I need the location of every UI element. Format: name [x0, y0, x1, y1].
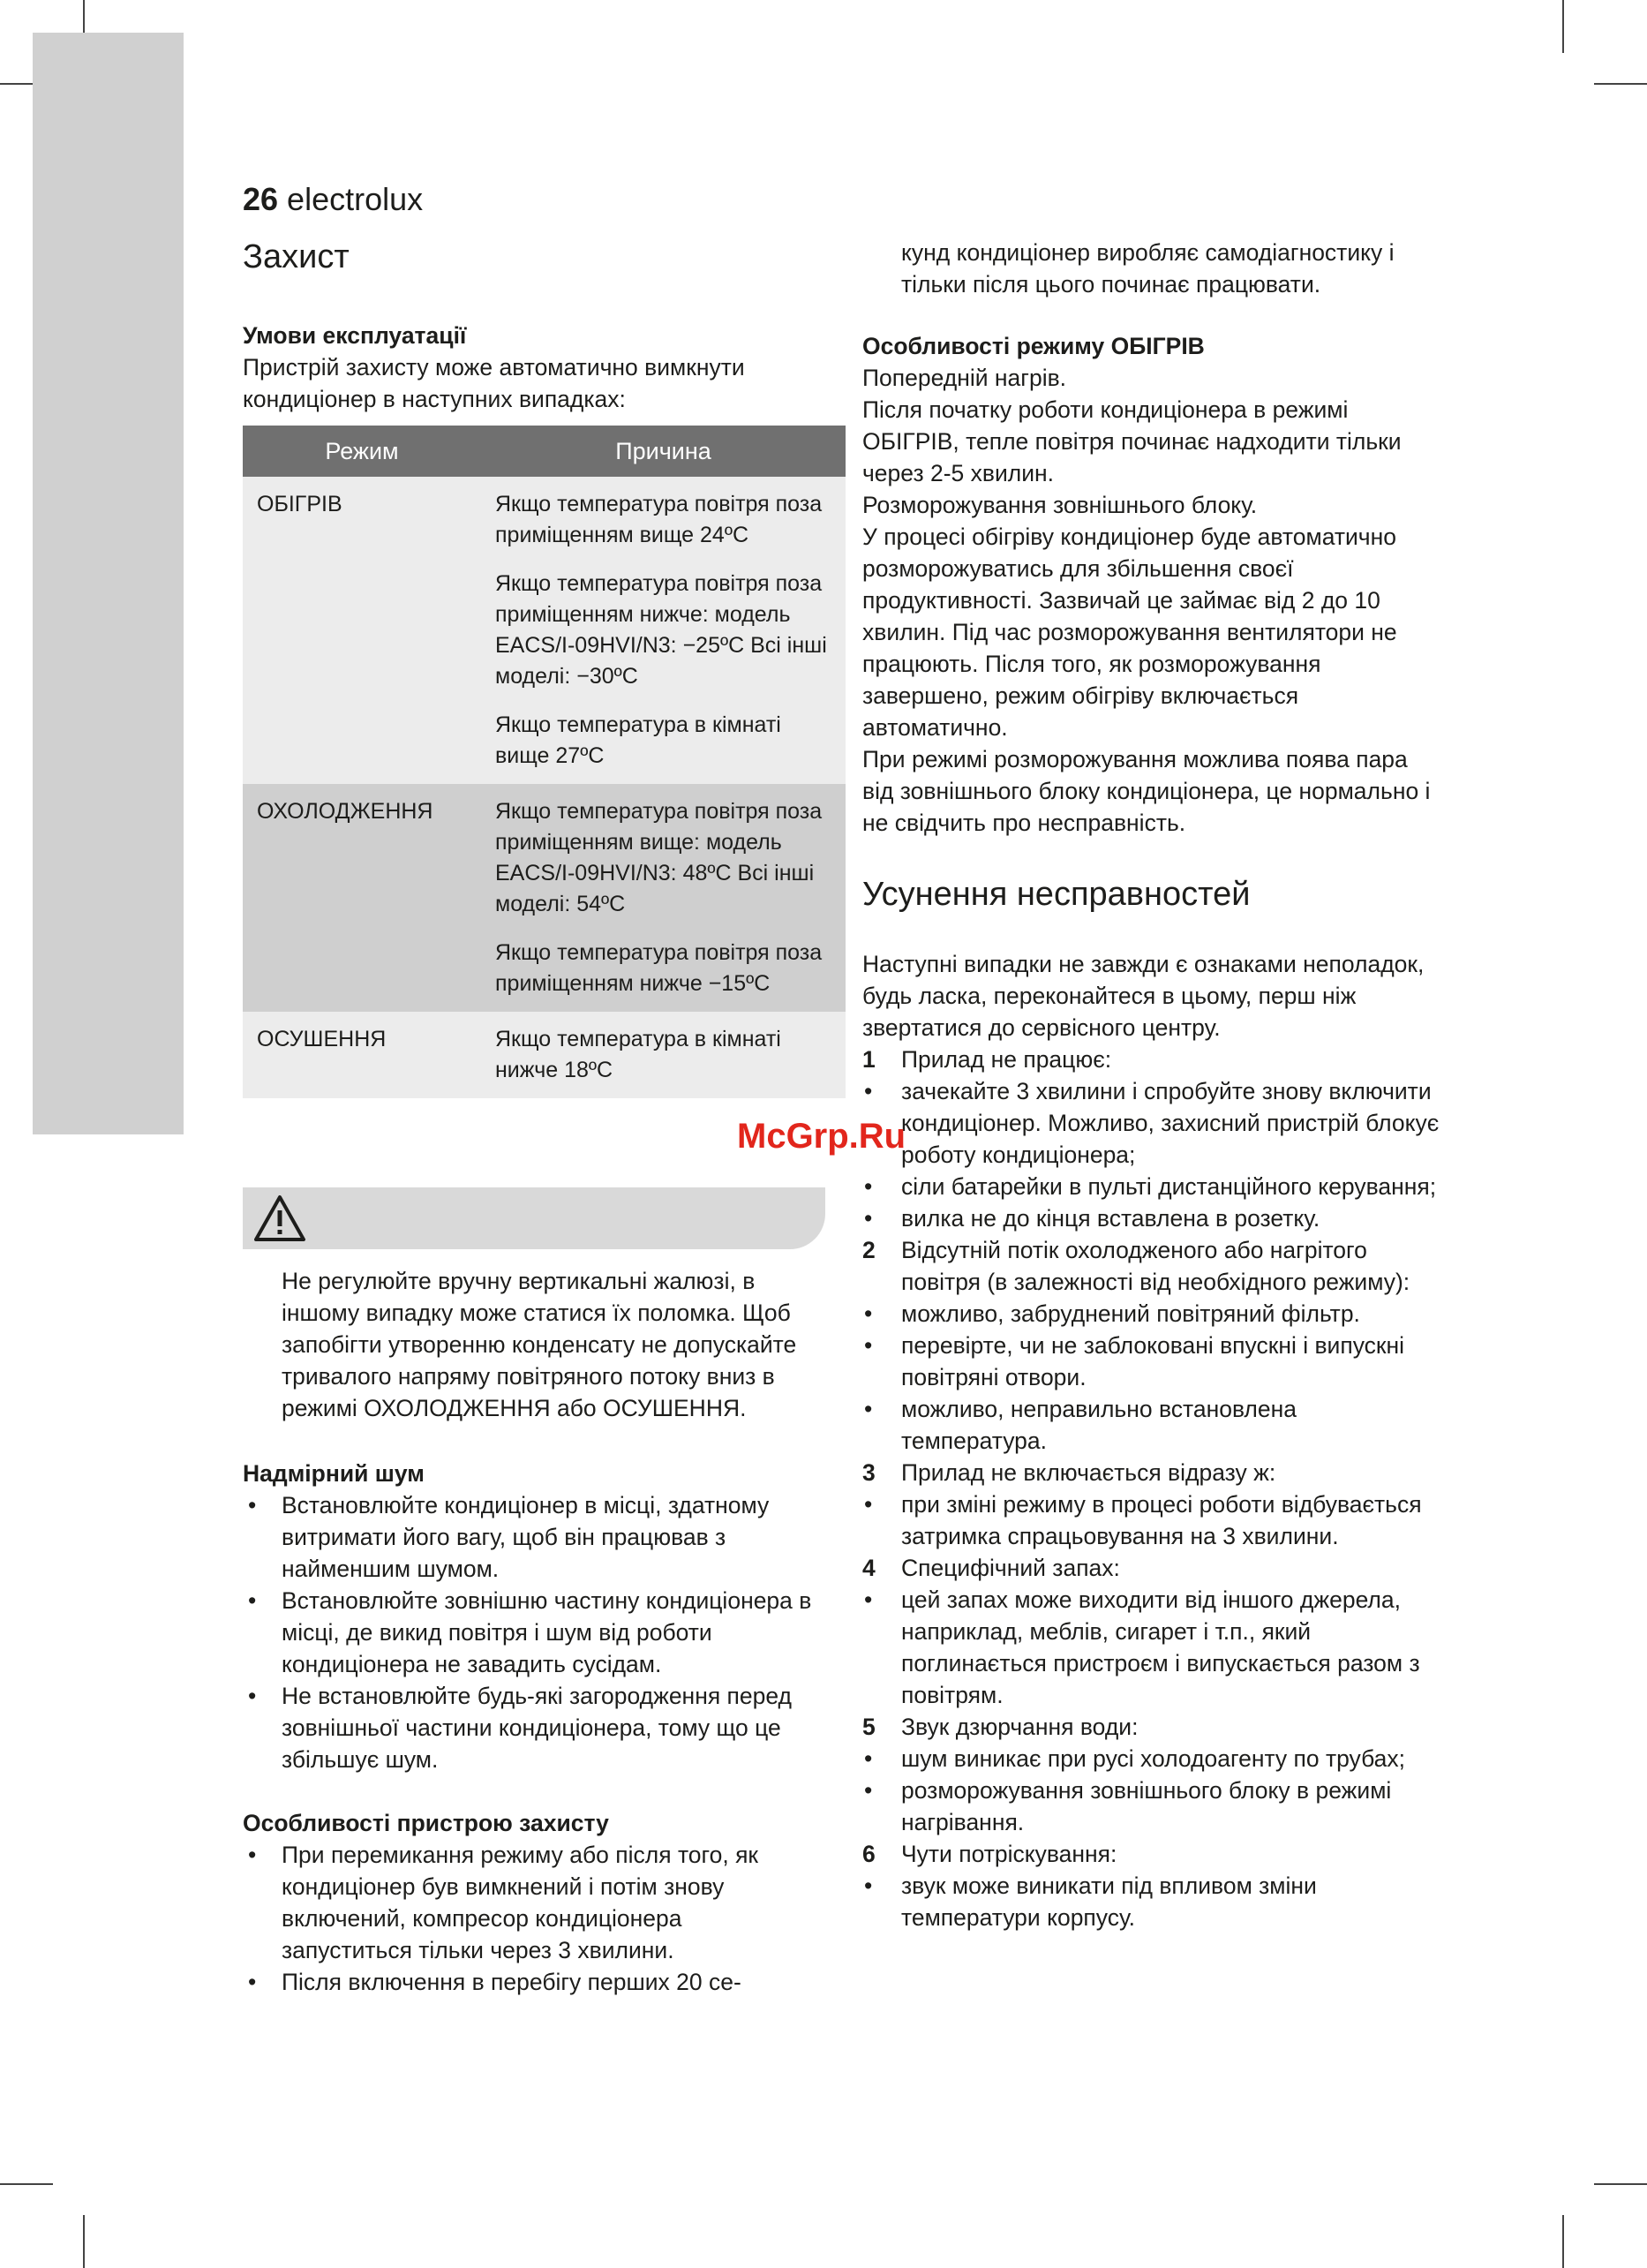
list-item: • можливо, забруднений повітряний фільтр.: [862, 1298, 1445, 1330]
warning-banner: [243, 1187, 825, 1249]
crop-mark: [1594, 2183, 1647, 2185]
issue-number: 6: [862, 1841, 876, 1867]
issue-item: [862, 1457, 1445, 1488]
page-number: 26: [243, 181, 279, 217]
list-item: • Встановлюйте зовнішню частину кондиціонера в місці, де викид повітря і шум від роботи кондиціонера не завадить сусідам.: [243, 1585, 816, 1680]
list-item: • Після включення в перебігу перших 20 се-: [243, 1966, 816, 1998]
issue-title: Відсутній потік охолодженого або нагрітого повітря (в залежності від необхідного режиму):: [901, 1237, 1410, 1295]
cause-text: Якщо температура повітря поза приміщенням нижче −15ºC: [495, 940, 823, 996]
issue-item: [862, 1552, 1445, 1584]
page-header: [243, 181, 423, 218]
cause-cell: [481, 477, 846, 784]
heating-heading: Особливості режиму ОБІГРІВ: [862, 333, 1205, 359]
list-item: • При перемикання режиму або після того, як кондиціонер був вимкнений і потім знову включений, компресор кондиціонера запуститься тільки через 3 хвилини.: [243, 1839, 816, 1966]
mode-cell: ОСУШЕННЯ: [243, 1012, 481, 1098]
heating-paragraph: Після початку роботи кондиціонера в режимі ОБІГРІВ, тепле повітря починає надходити тільки через 2-5 хвилин.: [862, 396, 1402, 486]
list-item: • перевірте, чи не заблоковані впускні і випускні повітряні отвори.: [862, 1330, 1445, 1393]
issue-title: Звук дзюрчання води:: [901, 1714, 1139, 1740]
table-header-cause: Причина: [481, 426, 846, 477]
cause-cell: [481, 784, 846, 1012]
list-item: • сіли батарейки в пульті дистанційного керування;: [862, 1171, 1445, 1202]
list-item: • шум виникає при русі холодоагенту по трубах;: [862, 1743, 1445, 1774]
heating-paragraph: Попередній нагрів.: [862, 365, 1067, 391]
issue-item: [862, 1838, 1445, 1870]
crop-mark: [0, 2183, 53, 2185]
noise-heading: Надмірний шум: [243, 1460, 425, 1487]
issue-title: Прилад не включається відразу ж:: [901, 1459, 1276, 1486]
table-row: [243, 477, 846, 784]
conditions-intro: Пристрій захисту може автоматично вимкнути кондиціонер в наступних випадках:: [243, 354, 745, 412]
side-tab: [33, 33, 184, 1134]
continuation-text: кунд кондиціонер виробляє самодіагностику і тільки після цього починає працювати.: [901, 239, 1395, 298]
crop-mark: [83, 2215, 85, 2268]
issue-item: [862, 1234, 1445, 1298]
crop-mark: [1562, 0, 1564, 53]
cause-text: Якщо температура повітря поза приміщенням вище: модель EACS/I-09HVI/N3: 48ºC Всі інші моделі: 54ºC: [495, 799, 823, 916]
list-item: • можливо, неправильно встановлена температура.: [862, 1393, 1445, 1457]
issue-number: 5: [862, 1714, 876, 1740]
issue-title: Прилад не працює:: [901, 1046, 1112, 1073]
warning-icon: [253, 1194, 306, 1242]
list-item: • Не встановлюйте будь-які загородження перед зовнішньої частини кондиціонера, тому що це збільшує шум.: [243, 1680, 816, 1775]
mode-cell: ОБІГРІВ: [243, 477, 481, 784]
protection-heading: Особливості пристрою захисту: [243, 1810, 609, 1836]
issue-number: 1: [862, 1046, 876, 1073]
watermark: McGrp.Ru: [737, 1117, 906, 1156]
table-row: [243, 1012, 846, 1098]
section-title-protection: Захист: [243, 238, 350, 275]
list-item: • розморожування зовнішнього блоку в режимі нагрівання.: [862, 1774, 1445, 1838]
brand-name: electrolux: [287, 181, 424, 217]
list-item: • цей запах може виходити від іншого джерела, наприклад, меблів, сигарет і т.п., який поглинається пристроєм і випускається разом з повітрям.: [862, 1584, 1445, 1711]
left-column: [243, 237, 846, 1098]
mode-cell: ОХОЛОДЖЕННЯ: [243, 784, 481, 1012]
issue-number: 2: [862, 1237, 876, 1263]
issue-number: 4: [862, 1555, 876, 1581]
crop-mark: [1562, 2215, 1564, 2268]
cause-text: Якщо температура в кімнаті нижче 18ºC: [495, 1027, 781, 1082]
list-item: • Встановлюйте кондиціонер в місці, здатному витримати його вагу, щоб він працював з найменшим шумом.: [243, 1489, 816, 1585]
issue-title: Специфічний запах:: [901, 1555, 1120, 1581]
troubleshooting-intro: Наступні випадки не завжди є ознаками неполадок, будь ласка, переконайтеся в цьому, перш ніж звертатися до сервісного центру.: [862, 951, 1425, 1041]
protection-table: [243, 426, 846, 1098]
section-title-troubleshooting: Усунення несправностей: [862, 876, 1251, 913]
heating-paragraph: Розморожування зовнішнього блоку.: [862, 492, 1258, 518]
issue-item: [862, 1044, 1445, 1075]
conditions-heading: Умови експлуатації: [243, 322, 467, 349]
list-item: • при зміні режиму в процесі роботи відбувається затримка спрацьовування на 3 хвилини.: [862, 1488, 1445, 1552]
issue-item: [862, 1711, 1445, 1743]
cause-text: Якщо температура повітря поза приміщенням вище 24ºC: [495, 492, 823, 547]
crop-mark: [1594, 83, 1647, 85]
cause-text: Якщо температура повітря поза приміщенням нижче: модель EACS/I-09HVI/N3: −25ºC Всі інші моделі: −30ºC: [495, 571, 827, 689]
heating-paragraph: У процесі обігріву кондиціонер буде автоматично розморожуватись для збільшення своєї продуктивності. Зазвичай це займає від 2 до 10 хвилин. Під час розморожування вентилятори не працюють. Після того, як розморожування завершено, режим обігріву включається автоматично.: [862, 524, 1397, 741]
table-row: [243, 784, 846, 1012]
right-column: [862, 237, 1445, 1933]
list-item: • вилка не до кінця вставлена в розетку.: [862, 1202, 1445, 1234]
list-item: • звук може виникати під впливом зміни температури корпусу.: [862, 1870, 1445, 1933]
issue-number: 3: [862, 1459, 876, 1486]
list-item: • зачекайте 3 хвилини і спробуйте знову включити кондиціонер. Можливо, захисний пристрій блокує роботу кондиціонера;: [862, 1075, 1445, 1171]
warning-text: Не регулюйте вручну вертикальні жалюзі, в іншому випадку може статися їх поломка. Щоб запобігти утворенню конденсату не допускайте тривалого напряму повітряного потоку вниз в режимі ОХОЛОДЖЕННЯ або ОСУШЕННЯ.: [282, 1268, 797, 1421]
issue-title: Чути потріскування:: [901, 1841, 1117, 1867]
left-column-lower: [243, 1265, 816, 1998]
heating-paragraph: При режимі розморожування можлива поява пара від зовнішнього блоку кондиціонера, це нормально і не свідчить про несправність.: [862, 746, 1431, 836]
table-header-mode: Режим: [243, 426, 481, 477]
cause-cell: [481, 1012, 846, 1098]
cause-text: Якщо температура в кімнаті вище 27ºC: [495, 712, 781, 768]
